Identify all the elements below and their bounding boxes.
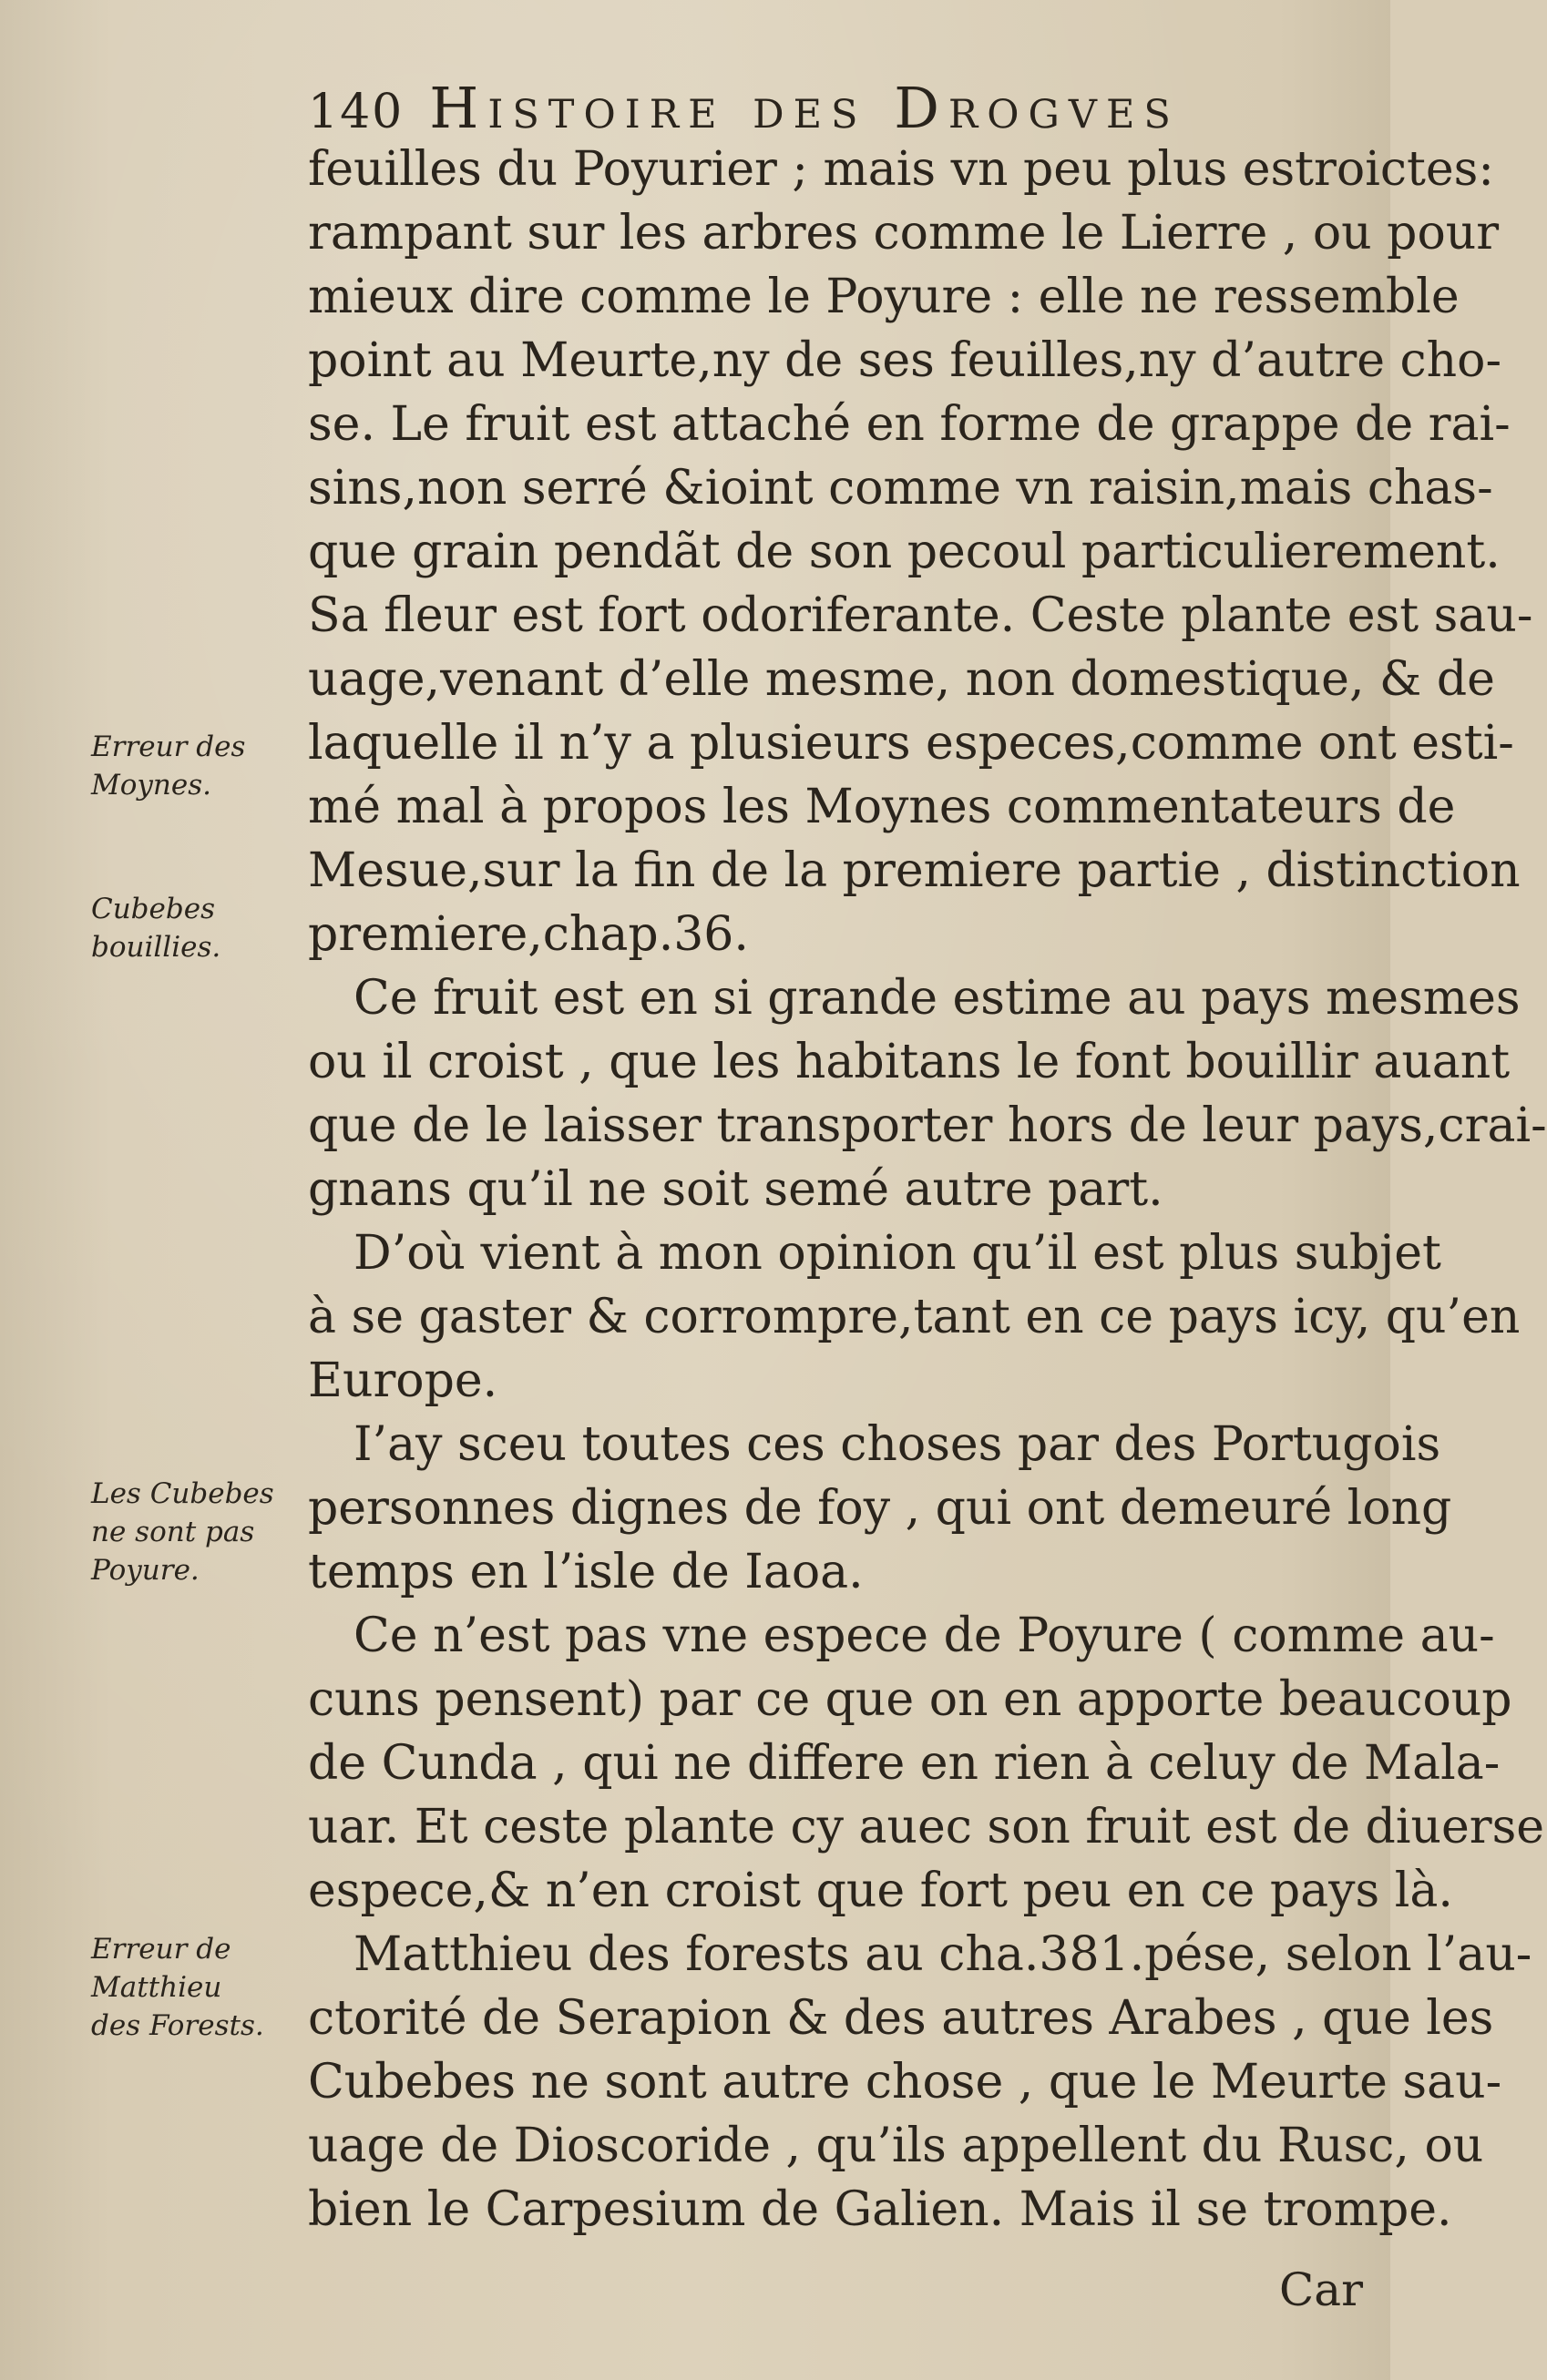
text-line: gnans qu’il ne soit semé autre part. (308, 1162, 1163, 1217)
running-title: Histoire des Drogves (429, 75, 1180, 141)
text-line: ctorité de Serapion & des autres Arabes , que les (308, 1991, 1494, 2046)
text-line: point au Meurte,ny de ses feuilles,ny d’autre cho- (308, 333, 1502, 388)
margin-note-line: Moynes. (91, 768, 211, 802)
text-line: ou il croist , que les habitans le font bouillir auant (308, 1035, 1511, 1089)
text-line: feuilles du Poyurier ; mais vn peu plus estroictes: (308, 142, 1494, 197)
text-line: mieux dire comme le Poyure : elle ne ressemble (308, 270, 1460, 324)
text-line: mé mal à propos les Moynes commentateurs de (308, 780, 1456, 834)
text-line: premiere,chap.36. (308, 907, 749, 962)
catchword: Car (1279, 2263, 1363, 2316)
text-line: personnes dignes de foy , qui ont demeuré long (308, 1481, 1452, 1536)
margin-note-line: Erreur de (91, 1933, 231, 1966)
text-line: laquelle il n’y a plusieurs especes,comme ont esti- (308, 716, 1514, 771)
text-line: Ce fruit est en si grande estime au pays mesmes (353, 971, 1521, 1026)
text-line: uage de Dioscoride , qu’ils appellent du Rusc, ou (308, 2119, 1484, 2173)
text-line: I’ay sceu toutes ces choses par des Portugois (353, 1417, 1441, 1472)
text-line: Sa fleur est fort odoriferante. Ceste plante est sau- (308, 588, 1533, 643)
text-line: rampant sur les arbres comme le Lierre , ou pour (308, 206, 1500, 260)
margin-note-matthieu (91, 1931, 264, 2046)
margin-note-poyure (91, 1476, 274, 1590)
text-line: Matthieu des forests au cha.381.pése, selon l’au- (353, 1927, 1532, 1982)
margin-note-line: bouillies. (91, 930, 221, 964)
text-line: Cubebes ne sont autre chose , que le Meurte sau- (308, 2055, 1502, 2109)
text-line: bien le Carpesium de Galien. Mais il se trompe. (308, 2182, 1452, 2237)
text-line: que grain pendãt de son pecoul particulierement. (308, 525, 1501, 579)
text-line: que de le laisser transporter hors de leur pays,crai- (308, 1098, 1547, 1153)
text-line: sins,non serré &ioint comme vn raisin,mais chas- (308, 461, 1493, 516)
text-line: uage,venant d’elle mesme, non domestique, & de (308, 652, 1495, 707)
margin-note-line: des Forests. (91, 2008, 264, 2042)
margin-note-moynes (91, 729, 245, 805)
margin-note-line: Cubebes (91, 893, 215, 925)
text-line: Europe. (308, 1353, 498, 1408)
text-line: Ce n’est pas vne espece de Poyure ( comme au- (353, 1609, 1495, 1663)
text-line: espece,& n’en croist que fort peu en ce pays là. (308, 1864, 1453, 1918)
text-line: à se gaster & corrompre,tant en ce pays icy, qu’en (308, 1290, 1521, 1344)
margin-note-cubebes-bouillies (91, 891, 220, 967)
margin-note-line: ne sont pas (91, 1515, 255, 1548)
margin-note-line: Erreur des (91, 730, 246, 763)
text-line: uar. Et ceste plante cy auec son fruit est de diuerse (308, 1800, 1545, 1854)
margin-note-line: Poyure. (91, 1553, 200, 1587)
text-line: de Cunda , qui ne differe en rien à celuy de Mala- (308, 1736, 1501, 1791)
text-line: temps en l’isle de Iaoa. (308, 1545, 864, 1599)
text-line: Mesue,sur la fin de la premiere partie , distinction (308, 843, 1521, 898)
text-line: se. Le fruit est attaché en forme de grappe de rai- (308, 397, 1511, 452)
margin-note-line: Matthieu (91, 1970, 222, 2004)
text-line: D’où vient à mon opinion qu’il est plus subjet (353, 1226, 1441, 1281)
running-head (308, 75, 1180, 141)
margin-note-line: Les Cubebes (91, 1477, 274, 1510)
page-number: 140 (308, 85, 405, 139)
text-line: cuns pensent) par ce que on en apporte beaucoup (308, 1672, 1512, 1727)
